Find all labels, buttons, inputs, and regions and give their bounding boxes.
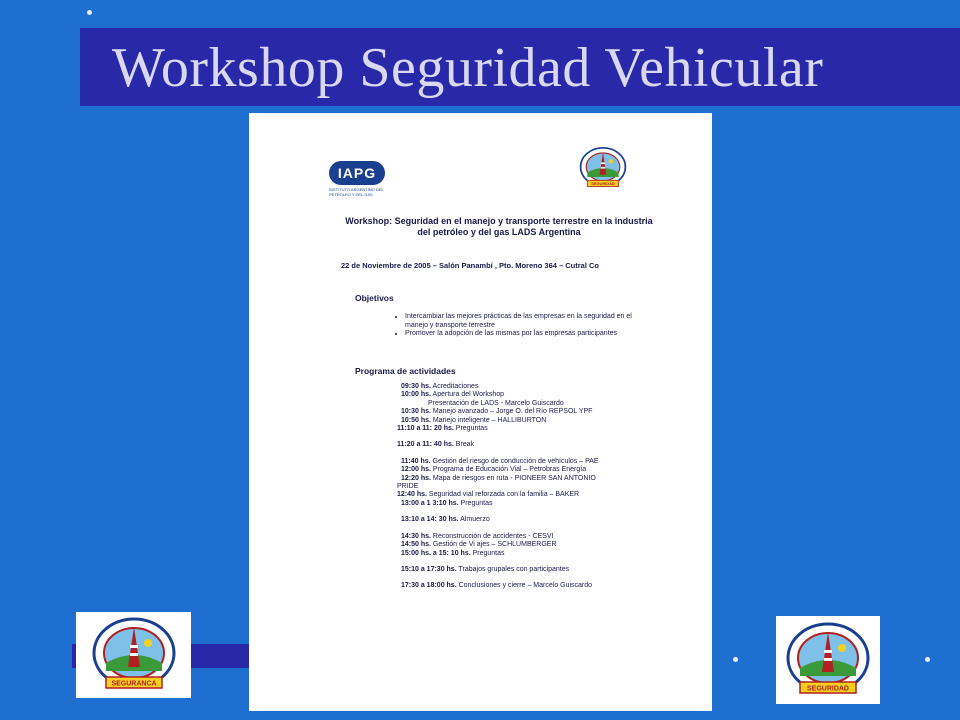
programa-time: 13:00 a 1 3:10 hs. [401, 499, 459, 507]
iapg-logo-letters: IAPG [329, 161, 385, 185]
programa-row [401, 417, 661, 425]
programa-time: 15:10 a 17:30 hs. [401, 565, 457, 573]
programa-row [401, 541, 661, 549]
programa-time: 12:00 hs. [401, 466, 431, 474]
iapg-logo [329, 161, 393, 201]
iapg-logo-subtitle: INSTITUTO ARGENTINO DEL PETROLEO Y DEL GAS [329, 187, 384, 197]
programa-time: 11:40 hs. [401, 457, 431, 465]
programa-row [397, 441, 661, 449]
programa-row [401, 466, 661, 474]
programa-text: Presentación de LADS - Marcelo Guiscardo [428, 399, 564, 407]
programa-text: Gestión del riesgo de conducción de vehículos – PAE [432, 457, 599, 465]
logo-left [76, 612, 191, 698]
programa-row [401, 400, 661, 408]
workshop-date-line: 22 de Noviembre de 2005 – Salón Panambí , Pto. Moreno 364 – Cutral Co [341, 261, 599, 270]
programa-row [401, 458, 661, 466]
slide-title: Workshop Seguridad Vehicular [112, 37, 824, 99]
document-seal-logo [575, 143, 631, 193]
logo-right-label: SEGURIDAD [806, 685, 850, 693]
bullet-dot-right-2 [925, 657, 930, 662]
objetivos-list [397, 313, 652, 339]
programa-time: 12:40 hs. [397, 491, 427, 499]
programa-text: Acreditaciones [432, 383, 479, 390]
workshop-heading: Workshop: Seguridad en el manejo y transporte terrestre en la industria del petróleo y del gas LADS Argentina [345, 216, 653, 237]
programa-row [397, 491, 661, 499]
programa-row [401, 550, 661, 558]
objetivo-item: • Promover la adopción de las mismas por las empresas participantes [405, 330, 652, 339]
programa-time: 11:20 a 11: 40 hs. [397, 441, 454, 449]
programa-row [401, 582, 661, 590]
programa-text: Manejo avanzado – Jorge O. del Río REPSOL YPF [432, 408, 593, 416]
programa-row [401, 475, 661, 483]
programa-time: 17:30 a 18:00 hs. [401, 582, 457, 590]
programa-row [401, 408, 661, 416]
programa-text: Almuerzo [460, 516, 490, 524]
bullet-dot-top [87, 10, 92, 15]
programa-list [397, 383, 661, 591]
title-bar [80, 28, 960, 106]
programa-text: Trabajos grupales con participantes [458, 565, 570, 573]
bullet-dot-right-1 [733, 657, 738, 662]
programa-text: Preguntas [460, 499, 493, 507]
perforation-seal-icon [84, 615, 184, 695]
programa-time: 10:00 hs. [401, 391, 431, 399]
seal-emblem-icon [575, 143, 631, 193]
programa-row [401, 500, 661, 508]
programa-text: Gestión de Vi ajes – SCHLUMBERGER [432, 541, 557, 549]
programa-time: 15:00 hs. a 15: 10 hs. [401, 549, 471, 557]
logo-right [776, 616, 880, 704]
document-seal-label: SEGURIDAD [591, 181, 615, 187]
programa-time: 11:10 a 11: 20 hs. [397, 425, 454, 433]
programa-time: 14:30 hs. [401, 532, 431, 540]
perforation-seal-icon [778, 620, 878, 700]
programa-text: Manejo inteligente – HALLIBURTON [432, 416, 547, 424]
programa-row [401, 383, 661, 391]
programa-row [401, 516, 661, 524]
programa-text: Preguntas [472, 549, 505, 557]
programa-row [397, 483, 661, 491]
programa-text: Mapa de riesgos en ruta - PIONEER SAN ANTONIO [432, 474, 596, 482]
programa-row [401, 566, 661, 574]
objetivos-title: Objetivos [355, 293, 394, 303]
programa-text: Preguntas [455, 425, 488, 433]
programa-text: Programa de Educación Vial – Petrobras Energía [432, 466, 587, 474]
objetivo-item: • Intercambiar las mejores prácticas de las empresas en la seguridad en el manejo y transporte terrestre [405, 313, 652, 330]
document-page [249, 113, 712, 711]
programa-time: 14:50 hs. [401, 541, 431, 549]
logo-left-label: SEGURANCA [110, 680, 157, 688]
programa-title: Programa de actividades [355, 366, 456, 376]
programa-text: Apertura del Workshop [432, 391, 504, 399]
programa-text: Conclusiones y cierre – Marcelo Guiscardo [458, 582, 593, 590]
programa-time: 09:30 hs. [401, 383, 431, 390]
programa-time: 12:20 hs. [401, 474, 431, 482]
programa-text: PRIDE [397, 483, 419, 491]
programa-time: 13:10 a 14: 30 hs. [401, 516, 459, 524]
programa-row [401, 533, 661, 541]
programa-text: Seguridad vial reforzada con la familia – BAKER [428, 491, 580, 499]
programa-text: Reconstrucción de accidentes - CESVI [432, 532, 554, 540]
programa-row [401, 391, 661, 399]
programa-text: Break [455, 441, 475, 449]
programa-time: 10:50 hs. [401, 416, 431, 424]
programa-time: 10:30 hs. [401, 408, 431, 416]
programa-row [397, 425, 661, 433]
